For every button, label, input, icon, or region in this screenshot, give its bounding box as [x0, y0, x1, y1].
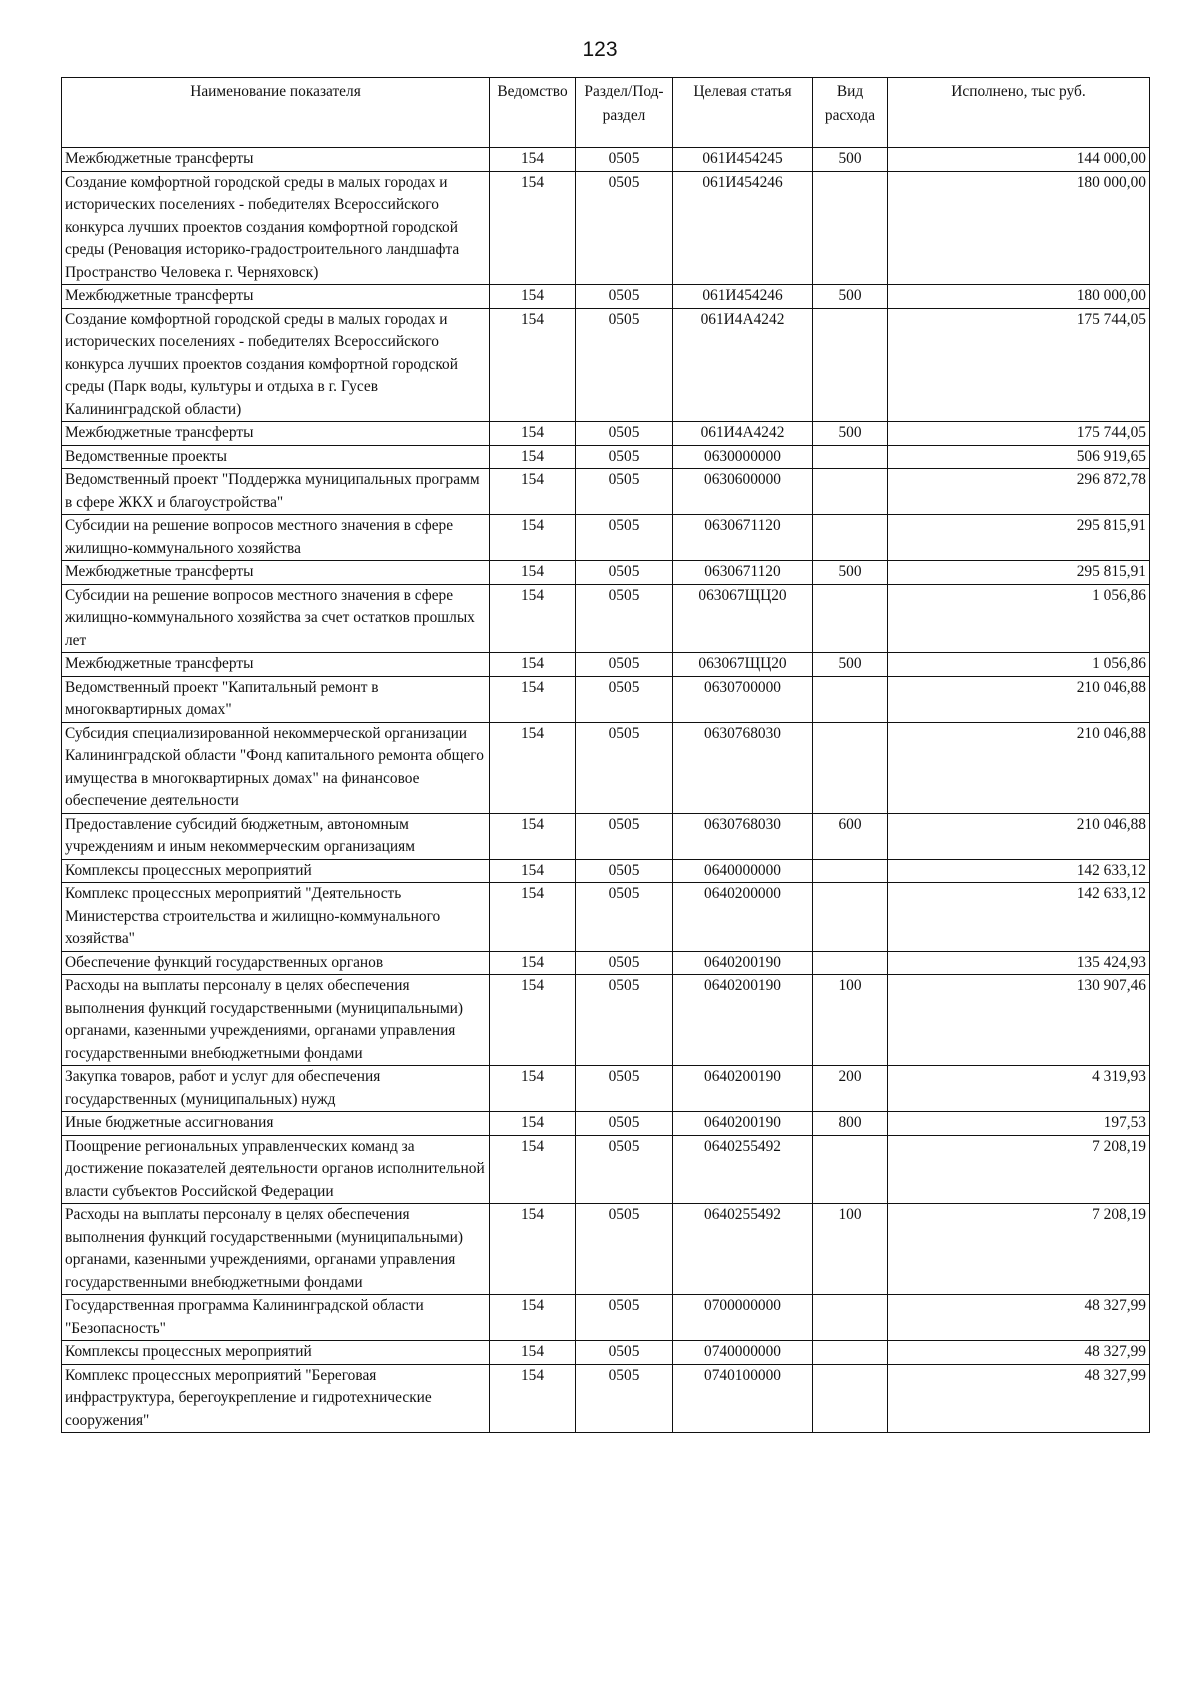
cell-section: 0505	[576, 171, 673, 285]
cell-target: 0630700000	[673, 676, 813, 722]
cell-dept: 154	[490, 1295, 576, 1341]
header-amount: Исполнено, тыс руб.	[888, 78, 1150, 148]
cell-amount: 197,53	[888, 1112, 1150, 1136]
cell-target: 0630671120	[673, 561, 813, 585]
cell-section: 0505	[576, 1341, 673, 1365]
cell-dept: 154	[490, 1204, 576, 1295]
table-row	[62, 148, 1150, 172]
cell-target: 0630768030	[673, 722, 813, 813]
cell-dept: 154	[490, 1341, 576, 1365]
cell-name: Ведомственный проект "Поддержка муниципальных программ в сфере ЖКХ и благоустройства"	[62, 469, 490, 515]
cell-dept: 154	[490, 1135, 576, 1204]
table-row	[62, 883, 1150, 952]
cell-name: Закупка товаров, работ и услуг для обеспечения государственных (муниципальных) нужд	[62, 1066, 490, 1112]
cell-expense-type	[813, 1135, 888, 1204]
cell-expense-type	[813, 722, 888, 813]
table-row	[62, 722, 1150, 813]
cell-amount: 7 208,19	[888, 1204, 1150, 1295]
header-target: Целевая статья	[673, 78, 813, 148]
budget-table	[61, 77, 1150, 1433]
cell-amount: 296 872,78	[888, 469, 1150, 515]
cell-target: 0640200190	[673, 1066, 813, 1112]
cell-amount: 135 424,93	[888, 951, 1150, 975]
table-row	[62, 1204, 1150, 1295]
cell-target: 0740100000	[673, 1364, 813, 1433]
cell-dept: 154	[490, 859, 576, 883]
table-row	[62, 813, 1150, 859]
table-row	[62, 676, 1150, 722]
cell-target: 0740000000	[673, 1341, 813, 1365]
cell-name: Создание комфортной городской среды в малых городах и исторических поселениях - победителях Всероссийского конкурса лучших проектов создания комфортной городской среды (Реновация историко-градостроительного ландшафта Пространство Человека г. Черняховск)	[62, 171, 490, 285]
cell-name: Расходы на выплаты персоналу в целях обеспечения выполнения функций государственными (муниципальными) органами, казенными учреждениями, органами управления государственными внебюджетными фондами	[62, 975, 490, 1066]
cell-section: 0505	[576, 951, 673, 975]
cell-name: Комплексы процессных мероприятий	[62, 1341, 490, 1365]
cell-name: Иные бюджетные ассигнования	[62, 1112, 490, 1136]
cell-expense-type	[813, 1364, 888, 1433]
cell-expense-type: 500	[813, 653, 888, 677]
cell-section: 0505	[576, 308, 673, 422]
cell-section: 0505	[576, 676, 673, 722]
cell-amount: 295 815,91	[888, 561, 1150, 585]
cell-target: 061И454246	[673, 171, 813, 285]
cell-dept: 154	[490, 1364, 576, 1433]
cell-target: 0630600000	[673, 469, 813, 515]
table-row	[62, 422, 1150, 446]
cell-name: Субсидия специализированной некоммерческой организации Калининградской области "Фонд капитального ремонта общего имущества в многоквартирных домах" на финансовое обеспечение деятельности	[62, 722, 490, 813]
table-row	[62, 171, 1150, 285]
cell-dept: 154	[490, 1066, 576, 1112]
cell-dept: 154	[490, 445, 576, 469]
cell-amount: 210 046,88	[888, 722, 1150, 813]
header-section: Раздел/Под-раздел	[576, 78, 673, 148]
cell-dept: 154	[490, 148, 576, 172]
cell-target: 0630768030	[673, 813, 813, 859]
cell-name: Комплексы процессных мероприятий	[62, 859, 490, 883]
cell-section: 0505	[576, 285, 673, 309]
cell-amount: 175 744,05	[888, 308, 1150, 422]
cell-section: 0505	[576, 584, 673, 653]
cell-target: 0700000000	[673, 1295, 813, 1341]
cell-dept: 154	[490, 1112, 576, 1136]
table-row	[62, 975, 1150, 1066]
cell-target: 0640200000	[673, 883, 813, 952]
cell-section: 0505	[576, 561, 673, 585]
cell-dept: 154	[490, 975, 576, 1066]
cell-dept: 154	[490, 722, 576, 813]
cell-section: 0505	[576, 1066, 673, 1112]
cell-target: 061И4А4242	[673, 422, 813, 446]
cell-section: 0505	[576, 445, 673, 469]
table-row	[62, 1112, 1150, 1136]
cell-dept: 154	[490, 653, 576, 677]
cell-amount: 1 056,86	[888, 584, 1150, 653]
cell-target: 0640200190	[673, 1112, 813, 1136]
cell-name: Обеспечение функций государственных органов	[62, 951, 490, 975]
cell-amount: 142 633,12	[888, 859, 1150, 883]
cell-amount: 7 208,19	[888, 1135, 1150, 1204]
cell-target: 061И454246	[673, 285, 813, 309]
cell-name: Межбюджетные трансферты	[62, 653, 490, 677]
cell-target: 0640200190	[673, 975, 813, 1066]
cell-amount: 180 000,00	[888, 171, 1150, 285]
cell-expense-type: 200	[813, 1066, 888, 1112]
cell-dept: 154	[490, 813, 576, 859]
cell-section: 0505	[576, 469, 673, 515]
cell-section: 0505	[576, 1135, 673, 1204]
cell-amount: 210 046,88	[888, 813, 1150, 859]
table-row	[62, 653, 1150, 677]
cell-target: 0630000000	[673, 445, 813, 469]
cell-section: 0505	[576, 975, 673, 1066]
cell-expense-type	[813, 883, 888, 952]
cell-amount: 1 056,86	[888, 653, 1150, 677]
cell-name: Создание комфортной городской среды в малых городах и исторических поселениях - победителях Всероссийского конкурса лучших проектов создания комфортной городской среды (Парк воды, культуры и отдыха в г. Гусев Калининградской области)	[62, 308, 490, 422]
cell-expense-type	[813, 584, 888, 653]
cell-dept: 154	[490, 171, 576, 285]
cell-name: Субсидии на решение вопросов местного значения в сфере жилищно-коммунального хозяйства	[62, 515, 490, 561]
cell-dept: 154	[490, 584, 576, 653]
table-row	[62, 469, 1150, 515]
cell-dept: 154	[490, 515, 576, 561]
cell-section: 0505	[576, 653, 673, 677]
cell-section: 0505	[576, 515, 673, 561]
header-expense-type: Вид расхода	[813, 78, 888, 148]
cell-dept: 154	[490, 951, 576, 975]
cell-target: 061И4А4242	[673, 308, 813, 422]
table-row	[62, 561, 1150, 585]
cell-amount: 175 744,05	[888, 422, 1150, 446]
table-row	[62, 445, 1150, 469]
cell-target: 0640255492	[673, 1204, 813, 1295]
cell-expense-type: 500	[813, 422, 888, 446]
cell-name: Комплекс процессных мероприятий "Береговая инфраструктура, берегоукрепление и гидротехнические сооружения"	[62, 1364, 490, 1433]
cell-name: Субсидии на решение вопросов местного значения в сфере жилищно-коммунального хозяйства за счет остатков прошлых лет	[62, 584, 490, 653]
page-number: 123	[582, 38, 618, 61]
cell-amount: 48 327,99	[888, 1341, 1150, 1365]
cell-target: 061И454245	[673, 148, 813, 172]
cell-amount: 48 327,99	[888, 1295, 1150, 1341]
cell-expense-type	[813, 469, 888, 515]
table-row	[62, 515, 1150, 561]
table-row	[62, 859, 1150, 883]
cell-name: Межбюджетные трансферты	[62, 422, 490, 446]
cell-expense-type	[813, 445, 888, 469]
cell-name: Государственная программа Калининградской области "Безопасность"	[62, 1295, 490, 1341]
cell-target: 0640000000	[673, 859, 813, 883]
cell-expense-type	[813, 676, 888, 722]
cell-target: 0630671120	[673, 515, 813, 561]
table-body	[62, 148, 1150, 1433]
cell-amount: 142 633,12	[888, 883, 1150, 952]
cell-section: 0505	[576, 148, 673, 172]
cell-expense-type: 600	[813, 813, 888, 859]
cell-name: Расходы на выплаты персоналу в целях обеспечения выполнения функций государственными (муниципальными) органами, казенными учреждениями, органами управления государственными внебюджетными фондами	[62, 1204, 490, 1295]
cell-expense-type	[813, 308, 888, 422]
cell-target: 0640255492	[673, 1135, 813, 1204]
cell-dept: 154	[490, 308, 576, 422]
cell-expense-type: 500	[813, 148, 888, 172]
table-row	[62, 584, 1150, 653]
cell-section: 0505	[576, 859, 673, 883]
cell-section: 0505	[576, 422, 673, 446]
table-row	[62, 1295, 1150, 1341]
cell-section: 0505	[576, 1204, 673, 1295]
cell-expense-type	[813, 859, 888, 883]
cell-amount: 4 319,93	[888, 1066, 1150, 1112]
cell-section: 0505	[576, 1112, 673, 1136]
cell-expense-type: 100	[813, 975, 888, 1066]
cell-amount: 48 327,99	[888, 1364, 1150, 1433]
table-row	[62, 1364, 1150, 1433]
cell-amount: 180 000,00	[888, 285, 1150, 309]
cell-dept: 154	[490, 561, 576, 585]
cell-expense-type	[813, 515, 888, 561]
cell-expense-type: 100	[813, 1204, 888, 1295]
table-row	[62, 308, 1150, 422]
cell-expense-type: 500	[813, 285, 888, 309]
table-row	[62, 1066, 1150, 1112]
cell-name: Ведомственный проект "Капитальный ремонт в многоквартирных домах"	[62, 676, 490, 722]
table-row	[62, 951, 1150, 975]
cell-section: 0505	[576, 813, 673, 859]
cell-section: 0505	[576, 883, 673, 952]
header-name: Наименование показателя	[62, 78, 490, 148]
cell-dept: 154	[490, 676, 576, 722]
cell-expense-type	[813, 1341, 888, 1365]
cell-expense-type: 800	[813, 1112, 888, 1136]
cell-name: Ведомственные проекты	[62, 445, 490, 469]
cell-target: 0640200190	[673, 951, 813, 975]
cell-target: 063067ЩЦ20	[673, 653, 813, 677]
cell-name: Межбюджетные трансферты	[62, 148, 490, 172]
table-row	[62, 285, 1150, 309]
header-dept: Ведомство	[490, 78, 576, 148]
table-row	[62, 1135, 1150, 1204]
table-header-row	[62, 78, 1150, 148]
cell-name: Межбюджетные трансферты	[62, 285, 490, 309]
cell-expense-type: 500	[813, 561, 888, 585]
table-row	[62, 1341, 1150, 1365]
cell-amount: 210 046,88	[888, 676, 1150, 722]
cell-dept: 154	[490, 469, 576, 515]
cell-target: 063067ЩЦ20	[673, 584, 813, 653]
cell-name: Поощрение региональных управленческих команд за достижение показателей деятельности органов исполнительной власти субъектов Российской Федерации	[62, 1135, 490, 1204]
cell-dept: 154	[490, 422, 576, 446]
cell-dept: 154	[490, 883, 576, 952]
cell-amount: 144 000,00	[888, 148, 1150, 172]
cell-name: Межбюджетные трансферты	[62, 561, 490, 585]
cell-dept: 154	[490, 285, 576, 309]
cell-section: 0505	[576, 722, 673, 813]
cell-amount: 130 907,46	[888, 975, 1150, 1066]
cell-expense-type	[813, 171, 888, 285]
cell-name: Комплекс процессных мероприятий "Деятельность Министерства строительства и жилищно-коммунального хозяйства"	[62, 883, 490, 952]
cell-name: Предоставление субсидий бюджетным, автономным учреждениям и иным некоммерческим организациям	[62, 813, 490, 859]
cell-section: 0505	[576, 1364, 673, 1433]
cell-amount: 506 919,65	[888, 445, 1150, 469]
cell-expense-type	[813, 951, 888, 975]
cell-section: 0505	[576, 1295, 673, 1341]
cell-expense-type	[813, 1295, 888, 1341]
cell-amount: 295 815,91	[888, 515, 1150, 561]
